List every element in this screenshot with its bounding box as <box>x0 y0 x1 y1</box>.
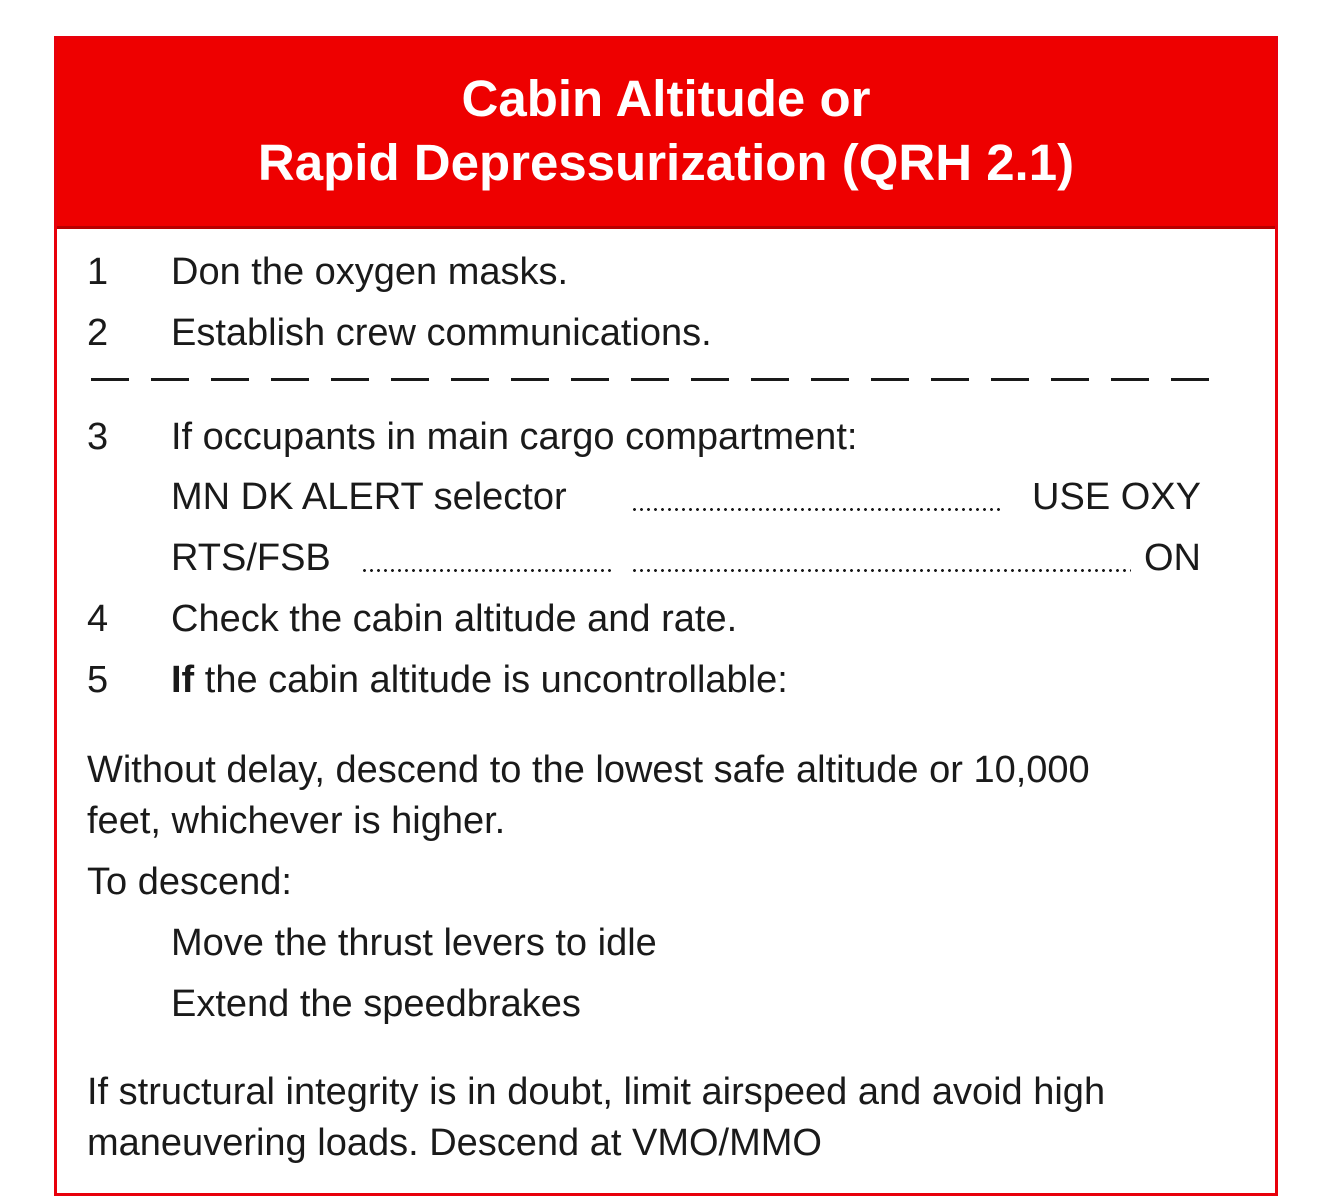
checklist-item-rts-fsb-leader-2 <box>631 569 1131 572</box>
to-descend-label: To descend: <box>87 861 292 903</box>
checklist-item-mn-dk-alert-leader <box>631 508 1001 511</box>
descent-paragraph-line-1: Without delay, descend to the lowest safe altitude or 10,000 <box>87 749 1090 791</box>
step-4-number: 4 <box>87 598 109 640</box>
step-4-text: Check the cabin altitude and rate. <box>171 598 738 640</box>
dashed-divider <box>91 378 1231 381</box>
qrh-checklist-card <box>54 36 1278 1196</box>
step-1-text: Don the oxygen masks. <box>171 251 569 293</box>
checklist-item-rts-fsb-leader-1 <box>361 569 613 572</box>
checklist-header <box>57 39 1275 229</box>
step-5-rest: the cabin altitude is uncontrollable: <box>194 659 788 701</box>
step-3-text: If occupants in main cargo compartment: <box>171 416 858 458</box>
checklist-item-mn-dk-alert-value: USE OXY <box>1032 476 1201 518</box>
checklist-item-rts-fsb-label: RTS/FSB <box>171 537 331 579</box>
step-2-number: 2 <box>87 312 109 354</box>
checklist-item-mn-dk-alert-label: MN DK ALERT selector <box>171 476 567 518</box>
descend-action-thrust: Move the thrust levers to idle <box>171 922 657 964</box>
checklist-item-rts-fsb-value: ON <box>1144 537 1201 579</box>
step-1-number: 1 <box>87 251 109 293</box>
descend-action-speedbrakes: Extend the speedbrakes <box>171 983 581 1025</box>
step-2-text: Establish crew communications. <box>171 312 712 354</box>
checklist-title-line-1: Cabin Altitude or <box>461 70 871 127</box>
step-3-number: 3 <box>87 416 109 458</box>
step-5-number: 5 <box>87 659 109 701</box>
step-5-bold-lead: If <box>171 659 195 701</box>
structural-note-line-2: maneuvering loads. Descend at VMO/MMO <box>87 1122 822 1164</box>
step-5-text <box>171 657 788 703</box>
structural-note-line-1: If structural integrity is in doubt, limit airspeed and avoid high <box>87 1071 1106 1113</box>
descent-paragraph-line-2: feet, whichever is higher. <box>87 800 506 842</box>
checklist-title-line-2: Rapid Depressurization (QRH 2.1) <box>257 134 1075 191</box>
